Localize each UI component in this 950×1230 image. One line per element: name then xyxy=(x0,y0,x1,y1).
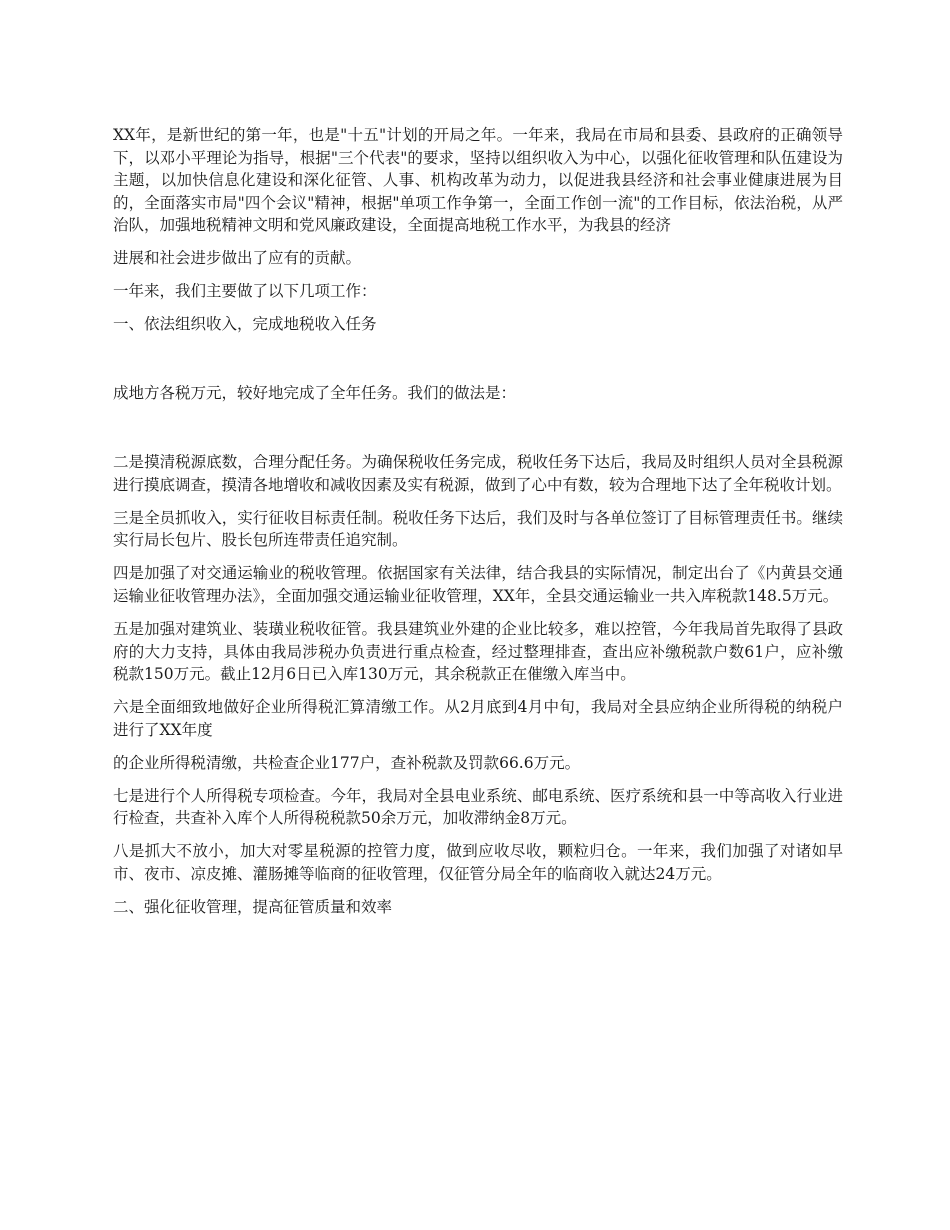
document-body xyxy=(113,124,843,929)
paragraph-item-4: 四是加强了对交通运输业的税收管理。依据国家有关法律，结合我县的实际情况，制定出台了《内黄县交通运输业征收管理办法》，全面加强交通运输业征收管理，XX年，全县交通运输业一共入库税款148.5万元。 xyxy=(113,564,843,606)
blank-space xyxy=(113,415,843,451)
paragraph-intro-continued: 进展和社会进步做出了应有的贡献。 xyxy=(113,249,362,268)
paragraph-item-3: 三是全员抓收入，实行征收目标责任制。税收任务下达后，我们及时与各单位签订了目标管理责任书。继续实行局长包片、股长包所连带责任追究制。 xyxy=(113,508,843,550)
paragraph-completion: 成地方各税万元，较好地完成了全年任务。我们的做法是： xyxy=(113,384,517,403)
paragraph-item-2: 二是摸清税源底数，合理分配任务。为确保税收任务完成，税收任务下达后，我局及时组织人员对全县税源进行摸底调查，摸清各地增收和减收因素及实有税源，做到了心中有数，较为合理地下达了全年税收计划。 xyxy=(113,453,843,494)
paragraph-item-7: 七是进行个人所得税专项检查。今年，我局对全县电业系统、邮电系统、医疗系统和县一中等高收入行业进行检查，共查补入库个人所得税税款50余万元，加收滞纳金8万元。 xyxy=(113,786,843,828)
paragraph-item-6-continued: 的企业所得税清缴，共检查企业177户，查补税款及罚款66.6万元。 xyxy=(113,753,581,772)
section-heading-2: 二、强化征收管理，提高征管质量和效率 xyxy=(113,897,393,916)
paragraph-intro: XX年，是新世纪的第一年，也是"十五"计划的开局之年。一年来，我局在市局和县委、县政府的正确领导下，以邓小平理论为指导，根据"三个代表"的要求，坚持以组织收入为中心，以强化征收管理和队伍建设为主题，以加快信息化建设和深化征管、人事、机构改革为动力，以促进我县经济和社会事业健康进展为目的，全面落实市局"四个会议"精神，根据"单项工作争第一，全面工作创一流"的工作目标，依法治税，从严治队，加强地税精神文明和党风廉政建设，全面提高地税工作水平，为我县的经济 xyxy=(113,126,843,235)
paragraph-item-6: 六是全面细致地做好企业所得税汇算清缴工作。从2月底到4月中旬，我局对全县应纳企业所得税的纳税户进行了XX年度 xyxy=(113,698,843,739)
paragraph-item-8: 八是抓大不放小，加大对零星税源的控管力度，做到应收尽收，颗粒归仓。一年来，我们加强了对诸如早市、夜市、凉皮摊、灌肠摊等临商的征收管理，仅征管分局全年的临商收入就达24万元。 xyxy=(113,842,843,883)
paragraph-item-5: 五是加强对建筑业、装璜业税收征管。我县建筑业外建的企业比较多，难以控管，今年我局首先取得了县政府的大力支持，具体由我局涉税办负责进行重点检查，经过整理排查，查出应补缴税款户数61户，应补缴税款150万元。截止12月6日已入库130万元，其余税款正在催缴入库当中。 xyxy=(113,620,843,684)
paragraph-lead-in: 一年来，我们主要做了以下几项工作： xyxy=(113,282,377,301)
blank-space xyxy=(113,346,843,382)
section-heading-1: 一、依法组织收入，完成地税收入任务 xyxy=(113,315,377,334)
